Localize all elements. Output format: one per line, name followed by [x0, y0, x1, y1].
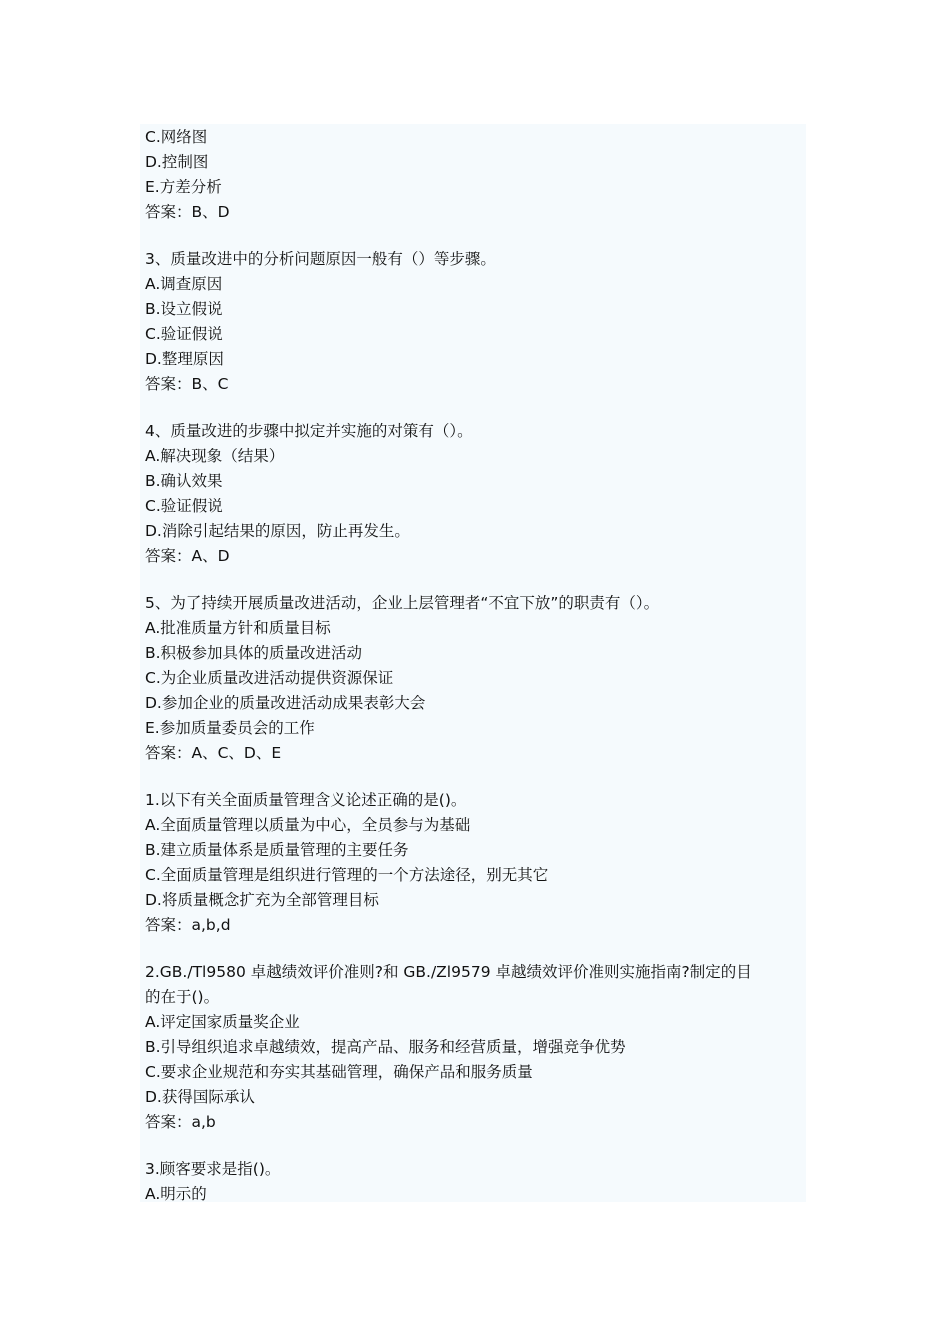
option-line: B.建立质量体系是质量管理的主要任务: [145, 841, 409, 859]
option-line: C.网络图: [145, 128, 208, 146]
option-line: A.全面质量管理以质量为中心，全员参与为基础: [145, 816, 471, 834]
answer-line: 答案：A、C、D、E: [145, 744, 282, 762]
option-line: B.积极参加具体的质量改进活动: [145, 644, 363, 662]
option-line: C.验证假说: [145, 325, 223, 343]
option-line: D.消除引起结果的原因，防止再发生。: [145, 522, 410, 540]
option-line: B.设立假说: [145, 300, 223, 318]
question-line: 1.以下有关全面质量管理含义论述正确的是()。: [145, 791, 467, 809]
answer-line: 答案：a,b: [145, 1113, 216, 1131]
question-line: 2.GB./Tl9580 卓越绩效评价准则?和 GB./Zl9579 卓越绩效评价准则实施指南?制定的目: [145, 963, 752, 981]
question-line: 4、质量改进的步骤中拟定并实施的对策有（）。: [145, 422, 473, 440]
option-line: A.调查原因: [145, 275, 223, 293]
answer-line: 答案：A、D: [145, 547, 230, 565]
question-line: 3.顾客要求是指()。: [145, 1160, 281, 1178]
option-line: D.控制图: [145, 153, 209, 171]
option-line: E.参加质量委员会的工作: [145, 719, 315, 737]
option-line: C.为企业质量改进活动提供资源保证: [145, 669, 394, 687]
option-line: D.整理原因: [145, 350, 224, 368]
option-line: A.解决现象（结果）: [145, 447, 285, 465]
document-body: [145, 125, 800, 1207]
option-line: B.引导组织追求卓越绩效，提高产品、服务和经营质量，增强竞争优势: [145, 1038, 626, 1056]
option-line: E.方差分析: [145, 178, 222, 196]
question-line: 5、为了持续开展质量改进活动，企业上层管理者“不宜下放”的职责有（）。: [145, 594, 660, 612]
answer-line: 答案：a,b,d: [145, 916, 231, 934]
option-line: D.参加企业的质量改进活动成果表彰大会: [145, 694, 426, 712]
option-line: B.确认效果: [145, 472, 223, 490]
option-line: C.验证假说: [145, 497, 223, 515]
option-line: A.评定国家质量奖企业: [145, 1013, 300, 1031]
question-line: 3、质量改进中的分析问题原因一般有（）等步骤。: [145, 250, 496, 268]
option-line: D.将质量概念扩充为全部管理目标: [145, 891, 379, 909]
answer-line: 答案：B、D: [145, 203, 230, 221]
option-line: A.批准质量方针和质量目标: [145, 619, 331, 637]
option-line: C.要求企业规范和夯实其基础管理，确保产品和服务质量: [145, 1063, 533, 1081]
option-line: D.获得国际承认: [145, 1088, 255, 1106]
option-line: A.明示的: [145, 1185, 207, 1203]
option-line: C.全面质量管理是组织进行管理的一个方法途径，别无其它: [145, 866, 549, 884]
question-line-continued: 的在于()。: [145, 988, 220, 1006]
answer-line: 答案：B、C: [145, 375, 229, 393]
